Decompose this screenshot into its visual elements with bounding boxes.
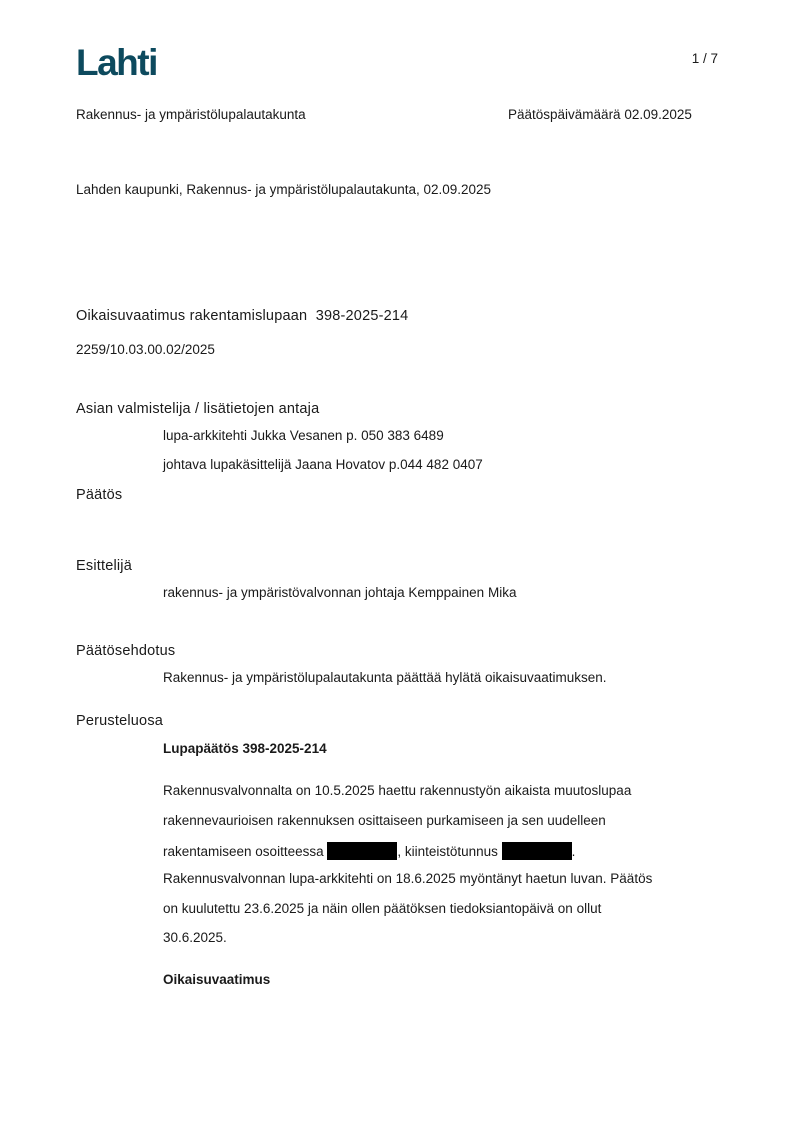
presenter-name: rakennus- ja ympäristövalvonnan johtaja Kemppainen Mika bbox=[163, 585, 517, 600]
reasoning-line-1: Rakennusvalvonnalta on 10.5.2025 haettu rakennustyön aikaista muutoslupaa bbox=[163, 783, 632, 798]
preparer-line-2: johtava lupakäsittelijä Jaana Hovatov p.044 482 0407 bbox=[163, 457, 483, 472]
preparer-heading: Asian valmistelija / lisätietojen antaja bbox=[76, 401, 320, 417]
preparer-line-1: lupa-arkkitehti Jukka Vesanen p. 050 383 6489 bbox=[163, 428, 444, 443]
appeal-heading: Oikaisuvaatimus bbox=[163, 972, 271, 987]
case-number: 2259/10.03.00.02/2025 bbox=[76, 342, 215, 357]
committee-name: Rakennus- ja ympäristölupalautakunta bbox=[76, 107, 306, 122]
reasoning-line-4: Rakennusvalvonnan lupa-arkkitehti on 18.6.2025 myöntänyt haetun luvan. Päätös bbox=[163, 871, 653, 886]
redacted-address bbox=[327, 842, 397, 860]
reasoning-line-6: 30.6.2025. bbox=[163, 930, 227, 945]
reasoning-line-2: rakennevaurioisen rakennuksen osittaiseen purkamiseen ja sen uudelleen bbox=[163, 813, 606, 828]
redacted-property-id bbox=[502, 842, 572, 860]
page-number: 1 / 7 bbox=[691, 51, 718, 66]
meta-line: Lahden kaupunki, Rakennus- ja ympäristölupalautakunta, 02.09.2025 bbox=[76, 182, 492, 197]
permit-decision-subheading: Lupapäätös 398-2025-214 bbox=[163, 741, 327, 756]
decision-heading: Päätös bbox=[76, 487, 123, 503]
reasoning-line-3-part-a: rakentamiseen osoitteessa bbox=[163, 844, 328, 859]
document-title: Oikaisuvaatimus rakentamislupaan 398-2025-214 bbox=[76, 308, 409, 324]
reasoning-line-3-part-b: , kiinteistötunnus bbox=[397, 844, 502, 859]
reasoning-line-3 bbox=[163, 842, 575, 860]
reasoning-line-3-part-c: . bbox=[571, 844, 576, 859]
proposal-heading: Päätösehdotus bbox=[76, 643, 176, 659]
proposal-text: Rakennus- ja ympäristölupalautakunta päättää hylätä oikaisuvaatimuksen. bbox=[163, 670, 607, 685]
reasoning-heading: Perusteluosa bbox=[76, 713, 164, 729]
reasoning-line-5: on kuulutettu 23.6.2025 ja näin ollen päätöksen tiedoksiantopäivä on ollut bbox=[163, 901, 602, 916]
presenter-heading: Esittelijä bbox=[76, 558, 132, 574]
decision-date: Päätöspäivämäärä 02.09.2025 bbox=[508, 107, 692, 122]
lahti-logo: Lahti bbox=[76, 42, 157, 83]
